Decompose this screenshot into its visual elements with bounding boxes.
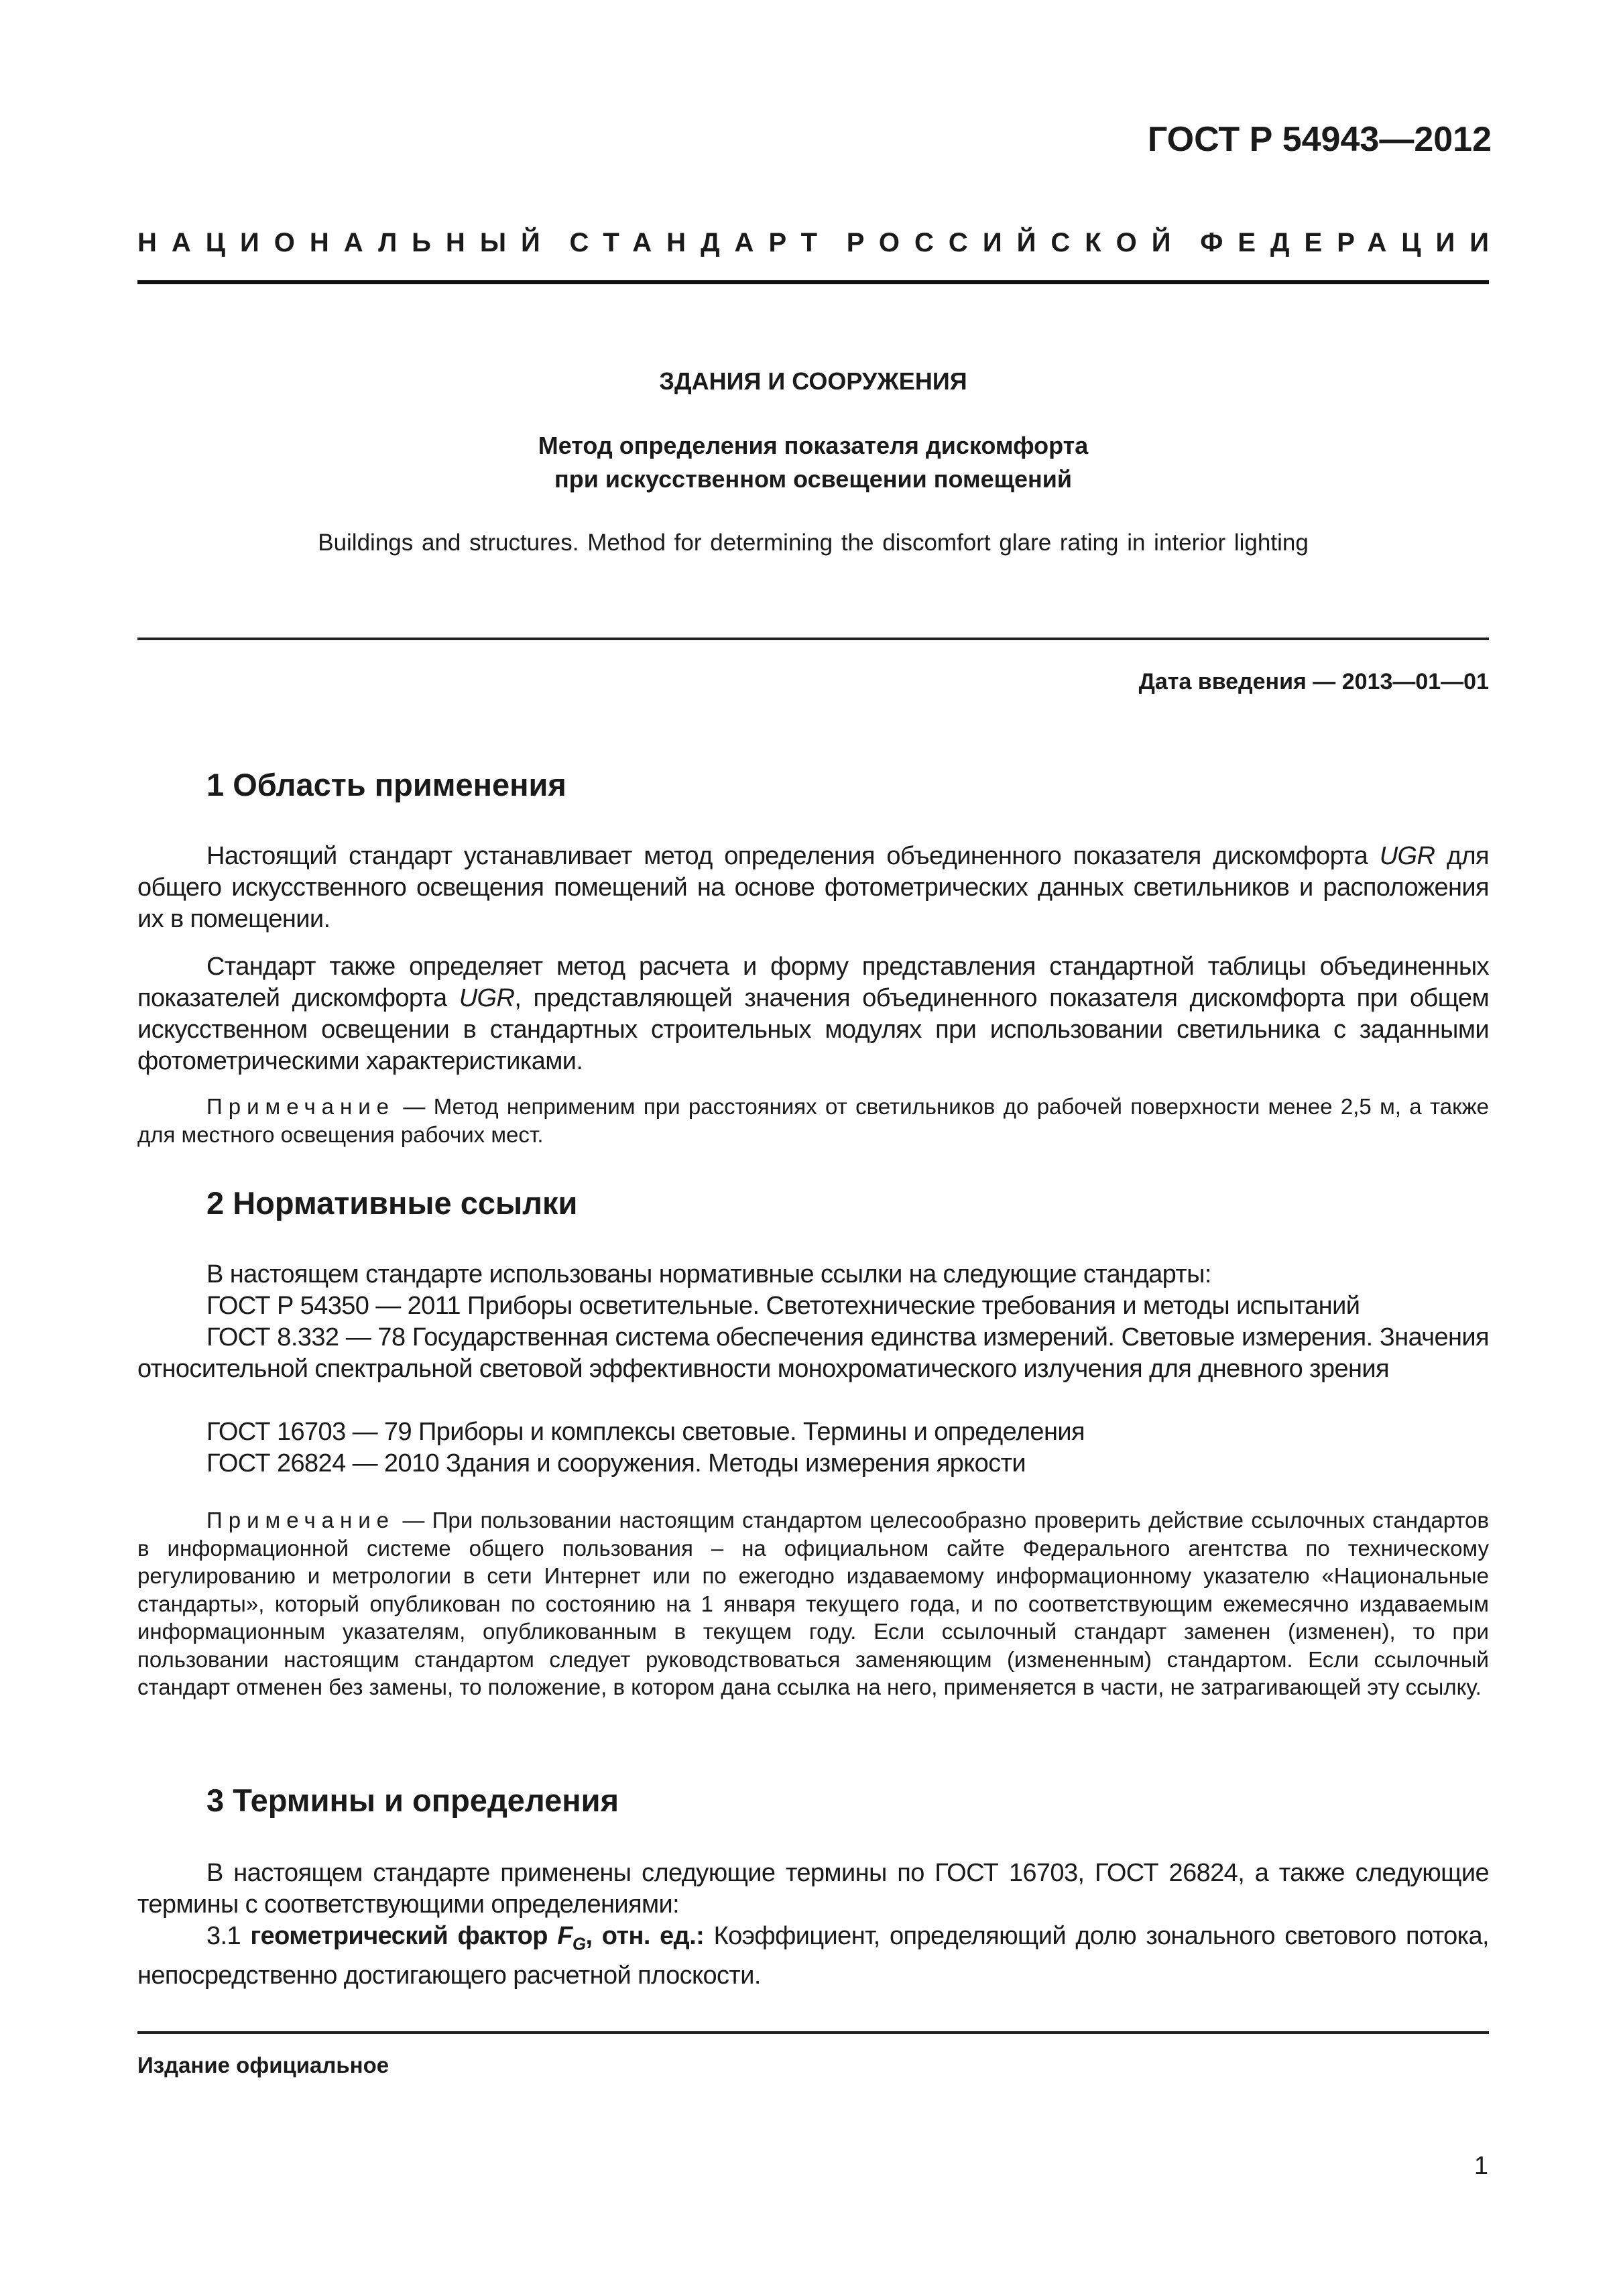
title-divider: [137, 638, 1489, 640]
header-divider: [137, 280, 1489, 284]
banner-word: СТАНДАРТ: [569, 228, 833, 257]
normative-reference: ГОСТ 26824 — 2010 Здания и сооружения. Методы измерения яркости: [206, 1449, 1026, 1477]
banner-word: НАЦИОНАЛЬНЫЙ: [137, 228, 555, 257]
doc-number: ГОСТ Р 54943—2012: [1147, 120, 1492, 159]
document-subtitle: [137, 429, 1489, 496]
section-2-note: Примечание — При пользовании настоящим стандартом целесообразно проверить действие ссылочных стандартов в информационной системе общего пользования – на официальном сайте Федерального агентства по техническому регулированию и метрологии в сети Интернет или по ежегодно издаваемому информационному указателю «Национальные стандарты», который опубликован по состоянию на 1 января текущего года, и по соответствующим ежемесячно издаваемым информационным указателям, опубликованным в текущем году. Если ссылочный стандарт заменен (изменен), то при пользовании настоящим стандартом следует руководствоваться заменяющим (измененным) стандартом. Если ссылочный стандарт отменен без замены, то положение, в котором дана ссылка на него, применяется в части, не затрагивающей эту ссылку.: [137, 1508, 1489, 1699]
section-1-heading: 1 Область применения: [206, 767, 566, 802]
normative-reference: ГОСТ Р 54350 — 2011 Приборы осветительные. Светотехнические требования и методы испытаний: [206, 1292, 1360, 1320]
page-number: 1: [1474, 2152, 1488, 2180]
note-label: Примечание: [206, 1094, 396, 1119]
banner-word: РОССИЙСКОЙ: [846, 228, 1186, 257]
subtitle-line: при искусственном освещении помещений: [554, 465, 1073, 493]
section-1-paragraph-1: Настоящий стандарт устанавливает метод определения объединенного показателя дискомфорта UGR для общего искусственного освещения помещений на основе фотометрических данных светильников и расположения их в помещении.: [137, 842, 1489, 933]
footer-divider: [137, 2031, 1489, 2034]
note-label: Примечание: [206, 1508, 396, 1532]
document-title: ЗДАНИЯ И СООРУЖЕНИЯ: [659, 367, 967, 395]
normative-reference: ГОСТ 16703 — 79 Приборы и комплексы световые. Термины и определения: [206, 1418, 1085, 1446]
term-name: геометрический фактор $F_G$, отн. ед.:: [250, 1922, 705, 1954]
term-symbol: F: [557, 1922, 573, 1950]
banner-word: ФЕДЕРАЦИИ: [1200, 228, 1504, 257]
section-2-heading: 2 Нормативные ссылки: [206, 1185, 578, 1221]
ugr-term: UGR: [459, 984, 515, 1012]
ugr-term: UGR: [1379, 842, 1435, 870]
national-standard-banner: [137, 228, 1504, 258]
section-3-heading: 3 Термины и определения: [206, 1783, 619, 1818]
section-2-intro: В настоящем стандарте использованы нормативные ссылки на следующие стандарты:: [206, 1260, 1211, 1288]
english-title: Buildings and structures. Method for determining the discomfort glare rating in interior lighting: [318, 530, 1309, 556]
normative-reference: ГОСТ 8.332 — 78 Государственная система обеспечения единства измерений. Световые измерения. Значения относительной спектральной световой эффективности монохроматического излучения для дневного зрения: [137, 1323, 1489, 1383]
subtitle-line: Метод определения показателя дискомфорта: [538, 432, 1089, 459]
section-1-note: Примечание — Метод неприменим при расстояниях от светильников до рабочей поверхности менее 2,5 м, а также для местного освещения рабочих мест.: [137, 1094, 1489, 1147]
official-edition-label: Издание официальное: [137, 2053, 389, 2077]
effective-date: Дата введения — 2013—01—01: [1138, 669, 1489, 694]
term-definition: 3.1 геометрический фактор $F_G$, отн. ед.: Коэффициент, определяющий долю зонального светового потока, непосредственно достигающего расчетной плоскости.: [137, 1922, 1489, 1990]
section-1-paragraph-2: Стандарт также определяет метод расчета и форму представления стандартной таблицы объединенных показателей дискомфорта UGR, представляющей значения объединенного показателя дискомфорта при общем искусственном освещении в стандартных строительных модулях при использовании светильника с заданными фотометрическими характеристиками.: [137, 953, 1489, 1075]
section-3-intro: В настоящем стандарте применены следующие термины по ГОСТ 16703, ГОСТ 26824, а также следующие термины с соответствующими определениями:: [137, 1859, 1489, 1919]
